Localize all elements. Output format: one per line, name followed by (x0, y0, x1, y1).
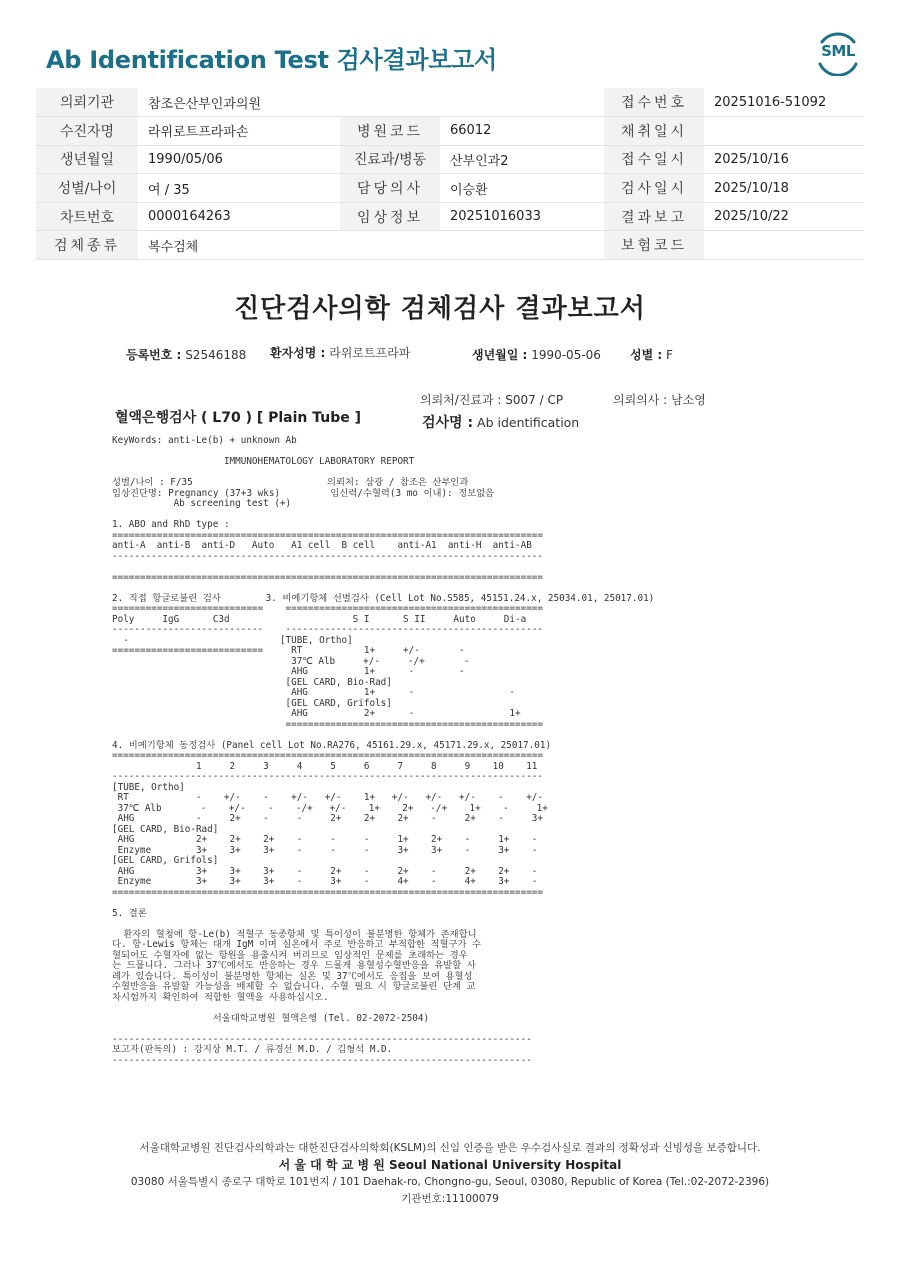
registration-number (126, 346, 246, 363)
report-line: --------------------------- ---------------------------------------------- (112, 624, 543, 635)
report-line: ----------------------------------------------------------------------------- (112, 771, 543, 782)
report-line: AHG 2+ - 1+ (112, 708, 521, 719)
logo-text: SML (821, 42, 855, 60)
report-line: 37℃ Alb - +/- - -/+ +/- 1+ 2+ -/+ 1+ - 1+ (112, 802, 548, 814)
registration-value: S2546188 (185, 348, 247, 362)
institution-code: 기관번호:11100079 (401, 1193, 499, 1205)
doctor-label: 의뢰의사 : (613, 393, 668, 407)
info-row (36, 117, 864, 146)
info-label: 결과보고 (604, 202, 704, 231)
report-line: Poly IgG C3d S I S II Auto Di-a (112, 613, 527, 625)
dob-value: 1990-05-06 (531, 348, 601, 362)
patient-info-table (36, 88, 864, 260)
test-name-label: 검사명 : (422, 415, 474, 431)
info-label: 성별/나이 (36, 174, 138, 203)
requesting-doctor (613, 391, 706, 408)
info-value: 이승환 (440, 174, 604, 203)
patient-label: 환자성명 : (270, 346, 326, 360)
info-value (440, 88, 604, 117)
sex-value: F (666, 348, 673, 362)
report-line: 2. 직접 항글로불린 검사 3. 비예기항체 선별검사 (Cell Lot No.S585, 45151.24.x, 25034.01, 25017.01) (112, 592, 655, 604)
info-value: 0000164263 (138, 202, 340, 231)
info-value: 복수검체 (138, 231, 340, 260)
dob-label: 생년월일 : (472, 348, 528, 362)
report-line: ----------------------------------------------------------------------------- (112, 550, 543, 562)
report-line: 1 2 3 4 5 6 7 8 9 10 11 (112, 760, 538, 772)
report-line: --------------------------------------------------------------------------- (112, 1033, 532, 1045)
info-row (36, 88, 864, 117)
department (420, 391, 563, 408)
info-label: 차트번호 (36, 202, 138, 231)
document-title: 진단검사의학 검체검사 결과보고서 (234, 294, 646, 324)
info-label (340, 88, 440, 117)
report-line: AHG 3+ 3+ 3+ - 2+ - 2+ - 2+ 2+ - (112, 865, 538, 877)
info-row (36, 145, 864, 174)
department-label: 의뢰처/진료과 : (420, 393, 502, 407)
report-line: [GEL CARD, Grifols] (112, 855, 219, 866)
report-line: 4. 비예기항체 동정검사 (Panel cell Lot No.RA276, 45161.29.x, 45171.29.x, 25017.01) (112, 739, 552, 751)
report-header-title: Ab Identification Test 검사결과보고서 (46, 46, 497, 74)
report-line: =========================== RT 1+ +/- - (112, 645, 465, 656)
info-value: 20251016033 (440, 202, 604, 231)
info-label: 생년월일 (36, 145, 138, 174)
test-name-value: Ab identification (477, 415, 580, 430)
report-line: =========================== ============================================== (112, 603, 543, 614)
report-line: [TUBE, Ortho] (112, 781, 185, 793)
report-line: 혈되어도 수혈자에 없는 항원을 용출시켜 버리므로 임상적인 문제를 초래하는 경우 (112, 949, 468, 961)
info-label: 접수일시 (604, 145, 704, 174)
info-label: 병원코드 (340, 117, 440, 146)
info-row (36, 231, 864, 260)
info-value (440, 231, 604, 260)
info-label: 담당의사 (340, 174, 440, 203)
report-line: Ab screening test (+) (112, 498, 292, 509)
report-line: [GEL CARD, Bio-Rad] (112, 823, 219, 835)
report-line: 다. 항-Lewis 항체는 대개 IgM 이며 실온에서 주로 반응하고 부적합한 적혈구가 수 (112, 939, 482, 950)
certification-notice: 서울대학교병원 진단검사의학과는 대한진단검사의학회(KSLM)의 신임 인증을 받은 우수검사실로 결과의 정확성과 신빙성을 보증합니다. (139, 1142, 761, 1154)
report-line: - [TUBE, Ortho] (112, 634, 353, 646)
sex (630, 346, 673, 363)
report-line: AHG 1+ - - (112, 666, 465, 677)
info-value: 66012 (440, 117, 604, 146)
info-row (36, 174, 864, 203)
info-label: 진료과/병동 (340, 145, 440, 174)
report-line: ============================================================================= (112, 571, 543, 583)
info-label: 임상정보 (340, 202, 440, 231)
info-label: 의뢰기관 (36, 88, 138, 117)
info-value: 2025/10/16 (704, 145, 864, 174)
report-line: ============================================================================= (112, 750, 543, 761)
report-line: IMMUNOHEMATOLOGY LABORATORY REPORT (112, 456, 415, 467)
report-line: anti-A anti-B anti-D Auto A1 cell B cell anti-A1 anti-H anti-AB (112, 540, 532, 551)
info-value: 산부인과2 (440, 145, 604, 174)
report-line: 는 드뭅니다. 그러나 37℃에서도 반응하는 경우 드물게 용혈성수혈반응을 유발할 사 (112, 960, 476, 971)
report-line: 임상진단명: Pregnancy (37+3 wks) 임신력/수혈력(3 mo 이내): 정보없음 (112, 487, 495, 499)
report-line: [GEL CARD, Grifols] (112, 697, 392, 709)
info-value: 2025/10/22 (704, 202, 864, 231)
report-line: 서울대학교병원 혈액은행 (Tel. 02-2072-2504) (112, 1012, 430, 1024)
date-of-birth (472, 346, 601, 363)
test-name (422, 412, 579, 432)
report-line: Enzyme 3+ 3+ 3+ - - - 3+ 3+ - 3+ - (112, 844, 538, 856)
report-line: KeyWords: anti-Le(b) + unknown Ab (112, 435, 297, 446)
test-group: 혈액은행검사 ( L70 ) [ Plain Tube ] (115, 410, 362, 426)
patient-name (270, 344, 410, 361)
info-value: 20251016-51092 (704, 88, 864, 117)
hospital-name: 서 울 대 학 교 병 원 Seoul National University Hospital (278, 1158, 622, 1172)
department-value: S007 / CP (505, 393, 564, 407)
info-label: 수진자명 (36, 117, 138, 146)
info-label: 채취일시 (604, 117, 704, 146)
report-line: 차시험까지 확인하여 적합한 혈액을 사용하십시오. (112, 991, 329, 1003)
info-value (704, 231, 864, 260)
report-line: 수혈반응을 유발할 가능성을 배제할 수 없습니다. 수혈 필요 시 항글로불린 단계 교 (112, 981, 476, 992)
report-line: --------------------------------------------------------------------------- (112, 1054, 532, 1066)
info-label: 보험코드 (604, 231, 704, 260)
registration-label: 등록번호 : (126, 348, 182, 362)
report-line: AHG 1+ - - (112, 687, 515, 698)
sml-logo-icon (814, 28, 862, 76)
info-value: 2025/10/18 (704, 174, 864, 203)
report-line: 5. 결론 (112, 907, 147, 919)
report-line: 환자의 혈청에 항-Le(b) 적혈구 동종항체 및 특이성이 불분명한 항체가 존재합니 (112, 928, 477, 940)
report-line: AHG - 2+ - - 2+ 2+ 2+ - 2+ - 3+ (112, 813, 543, 824)
report-line: ============================================================================= (112, 529, 543, 541)
info-value: 참조은산부인과의원 (138, 88, 340, 117)
report-line: 1. ABO and RhD type : (112, 519, 230, 530)
hospital-address: 03080 서울특별시 종로구 대학로 101번지 / 101 Daehak-ro, Chongno-gu, Seoul, 03080, Republic of Korea (Tel.:02-2072-2396) (130, 1176, 770, 1188)
info-label (340, 231, 440, 260)
info-value (704, 117, 864, 146)
info-label: 접수번호 (604, 88, 704, 117)
info-label: 검체종류 (36, 231, 138, 260)
report-line: 37℃ Alb +/- -/+ - (112, 655, 470, 667)
report-line: ============================================== (112, 718, 543, 730)
info-label: 검사일시 (604, 174, 704, 203)
doctor-value: 남소영 (671, 393, 706, 407)
info-row (36, 202, 864, 231)
report-line: Enzyme 3+ 3+ 3+ - 3+ - 4+ - 4+ 3+ - (112, 876, 538, 887)
report-line: 성별/나이 : F/35 의뢰처: 삼광 / 참조은 산부인과 (112, 477, 469, 488)
report-line: [GEL CARD, Bio-Rad] (112, 676, 392, 688)
info-value: 1990/05/06 (138, 145, 340, 174)
info-value: 여 / 35 (138, 174, 340, 203)
report-line: RT - +/- - +/- +/- 1+ +/- +/- +/- - +/- (112, 792, 543, 803)
info-value: 라위로트프라파손 (138, 117, 340, 146)
patient-value: 라위로트프라파 (329, 346, 411, 360)
sex-label: 성별 : (630, 348, 663, 362)
report-line: 보고자(판독의) : 강지상 M.T. / 류경선 M.D. / 김형석 M.D. (112, 1044, 393, 1055)
report-body (112, 436, 654, 1066)
report-line: 례가 있습니다. 특이성이 불분명한 항체는 실온 및 37℃에서도 응집을 보여 용혈성 (112, 970, 473, 982)
report-line: ============================================================================= (112, 886, 543, 898)
report-line: AHG 2+ 2+ 2+ - - - 1+ 2+ - 1+ - (112, 834, 538, 845)
